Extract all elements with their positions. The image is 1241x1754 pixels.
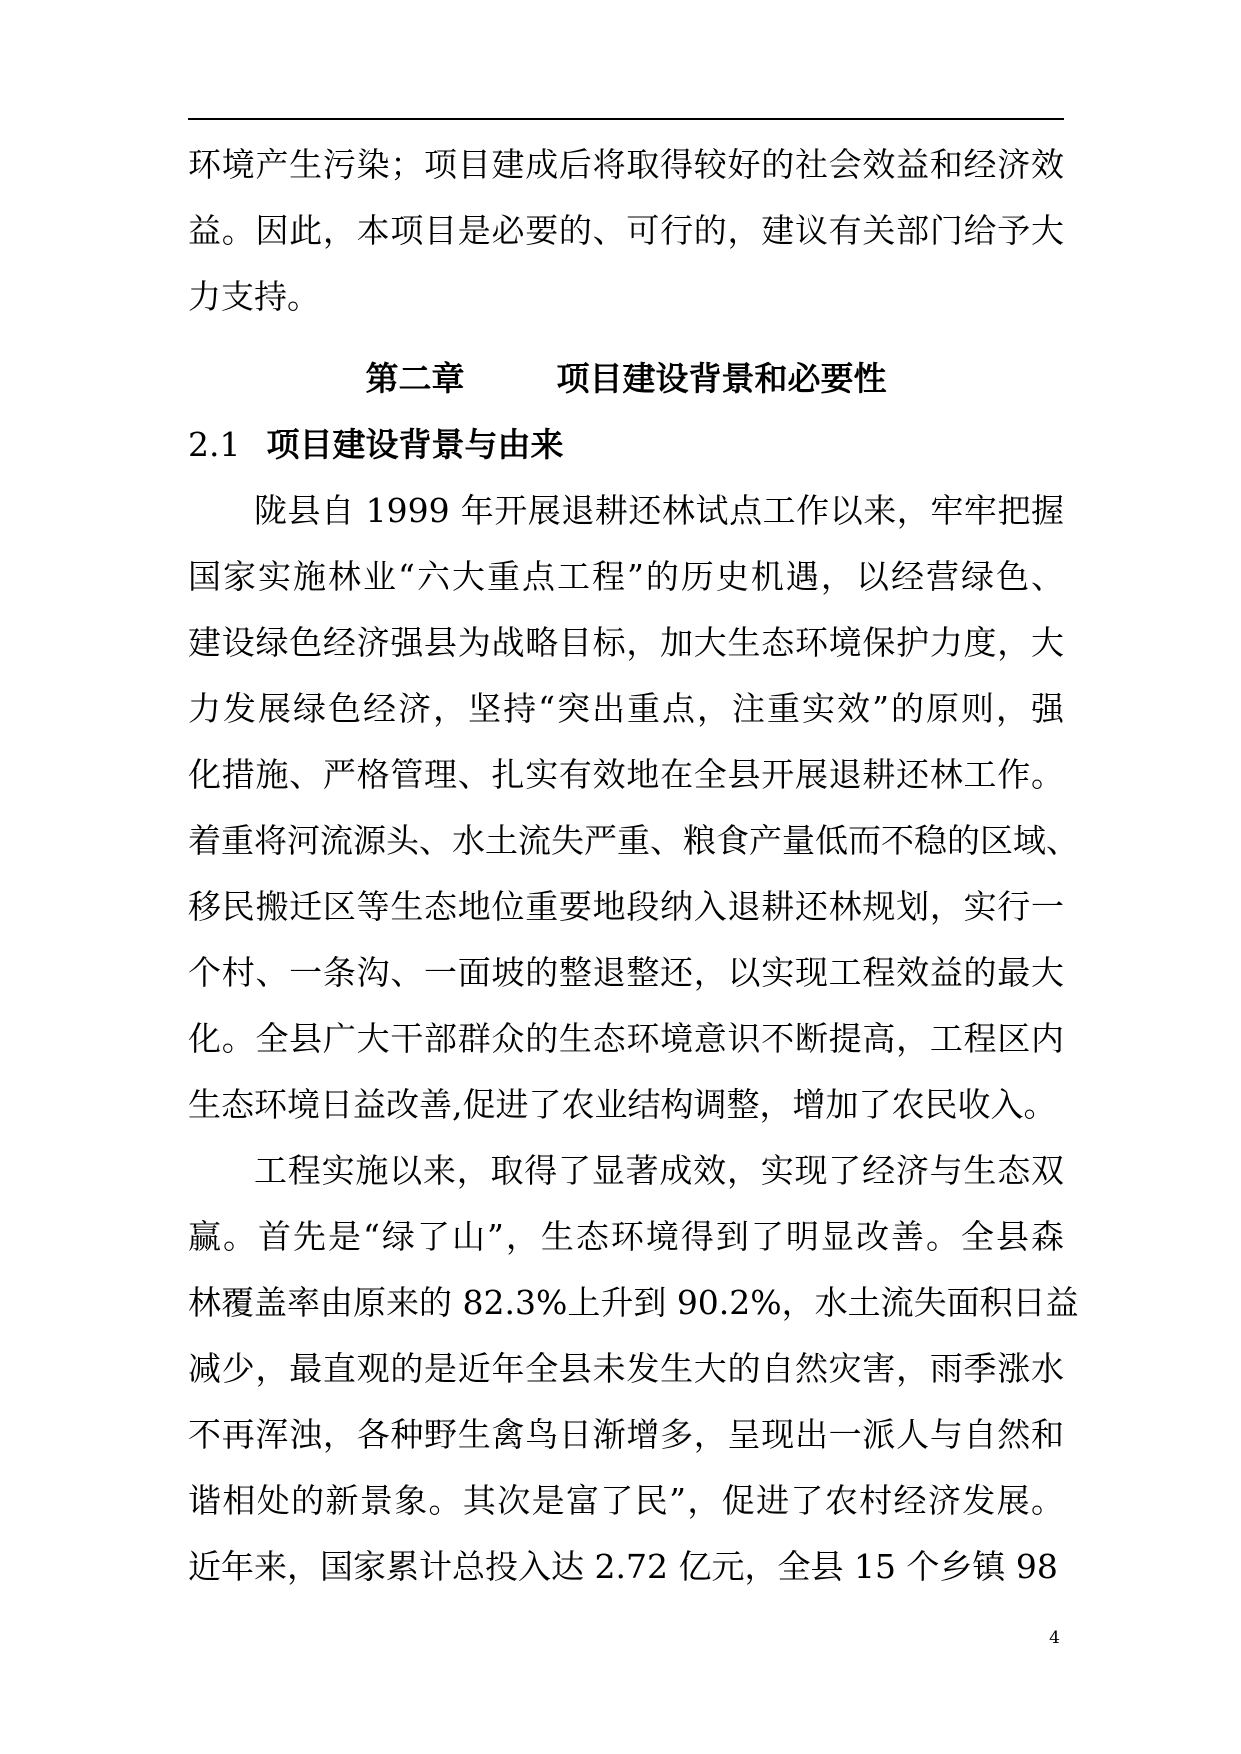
paragraph-background bbox=[188, 478, 1079, 1138]
text-line: 陇县自 1999 年开展退耕还林试点工作以来，牢牢把握 bbox=[254, 491, 1064, 530]
page-number: 4 bbox=[1049, 1628, 1060, 1648]
text-line: 减少，最直观的是近年全县未发生大的自然灾害，雨季涨水 bbox=[188, 1349, 1064, 1388]
chapter-title: 项目建设背景和必要性 bbox=[556, 359, 887, 398]
text-line: 建设绿色经济强县为战略目标，加大生态环境保护力度，大 bbox=[188, 623, 1064, 662]
text-line: 个村、一条沟、一面坡的整退整还，以实现工程效益的最大 bbox=[188, 953, 1064, 992]
text-line: 环境产生污染；项目建成后将取得较好的社会效益和经济效 bbox=[188, 145, 1064, 184]
text-line: 化。全县广大干部群众的生态环境意识不断提高，工程区内 bbox=[188, 1019, 1064, 1058]
paragraph-results bbox=[188, 1138, 1079, 1600]
text-line: 生态环境日益改善,促进了农业结构调整，增加了农民收入。 bbox=[188, 1085, 1057, 1124]
text-line: 移民搬迁区等生态地位重要地段纳入退耕还林规划，实行一 bbox=[188, 887, 1064, 926]
header-rule bbox=[188, 118, 1064, 120]
section-number: 2.1 bbox=[188, 425, 241, 464]
text-line: 化措施、严格管理、扎实有效地在全县开展退耕还林工作。 bbox=[188, 755, 1064, 794]
text-line: 不再浑浊，各种野生禽鸟日渐增多，呈现出一派人与自然和 bbox=[188, 1415, 1064, 1454]
text-line: 国家实施林业“六大重点工程”的历史机遇，以经营绿色、 bbox=[188, 557, 1064, 596]
chapter-heading bbox=[188, 346, 1064, 412]
text-line: 力支持。 bbox=[188, 277, 320, 316]
section-title: 项目建设背景与由来 bbox=[266, 425, 564, 464]
text-line: 赢。首先是“绿了山”，生态环境得到了明显改善。全县森 bbox=[188, 1217, 1064, 1256]
chapter-number: 第二章 bbox=[365, 359, 465, 398]
text-line: 林覆盖率由原来的 82.3%上升到 90.2%，水土流失面积日益 bbox=[188, 1283, 1079, 1322]
text-line: 近年来，国家累计总投入达 2.72 亿元，全县 15 个乡镇 98 bbox=[188, 1547, 1058, 1586]
section-heading bbox=[188, 412, 563, 478]
text-line: 着重将河流源头、水土流失严重、粮食产量低而不稳的区域、 bbox=[188, 821, 1079, 860]
text-line: 益。因此，本项目是必要的、可行的，建议有关部门给予大 bbox=[188, 211, 1064, 250]
intro-paragraph bbox=[188, 132, 1064, 330]
text-line: 工程实施以来，取得了显著成效，实现了经济与生态双 bbox=[254, 1151, 1064, 1190]
text-line: 谐相处的新景象。其次是富了民”，促进了农村经济发展。 bbox=[188, 1481, 1064, 1520]
text-line: 力发展绿色经济，坚持“突出重点，注重实效”的原则，强 bbox=[188, 689, 1064, 728]
